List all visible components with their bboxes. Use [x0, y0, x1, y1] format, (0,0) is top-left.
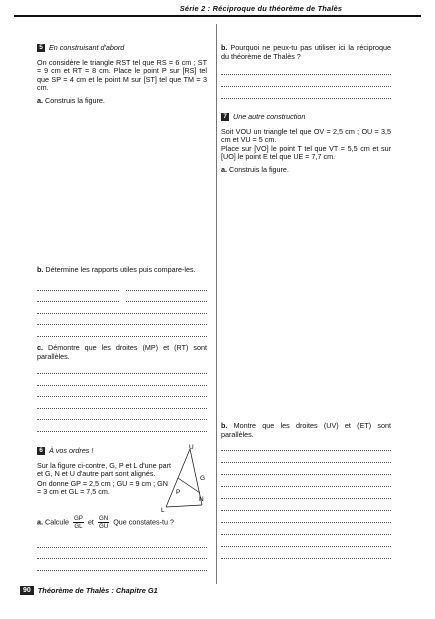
question-label: a.: [37, 95, 43, 105]
label-g: G: [200, 475, 206, 482]
exercise-number-badge: 5: [37, 44, 45, 52]
answer-line[interactable]: [221, 98, 391, 99]
exercise-7-title: [221, 113, 391, 122]
fraction-denominator: GL: [74, 523, 83, 530]
question-text: Montre que les droites (UV) et (ET) sont parallèles.: [221, 421, 391, 439]
label-p: P: [176, 489, 181, 496]
answer-line[interactable]: [37, 373, 207, 374]
exercise-5-question-c: [37, 344, 207, 361]
question-text: Démontre que les droites (MP) et (RT) sont parallèles.: [37, 343, 207, 361]
answer-line[interactable]: [221, 474, 391, 475]
segment-lu: [166, 505, 202, 507]
question-label: b.: [221, 43, 228, 52]
answer-line[interactable]: [37, 301, 119, 302]
page-footer: [20, 586, 158, 595]
question-label: a.: [37, 517, 43, 527]
exercise-title-text: Une autre construction: [233, 112, 306, 121]
answer-line[interactable]: [37, 385, 207, 386]
label-u: U: [189, 444, 194, 451]
label-n: N: [199, 496, 204, 503]
answer-line[interactable]: [37, 419, 207, 420]
exercise-7-question-b: [221, 422, 391, 439]
answer-line[interactable]: [37, 558, 207, 559]
question-label: b.: [37, 265, 44, 274]
fraction-numerator: GP: [73, 515, 83, 522]
question-label: b.: [221, 421, 228, 430]
answer-line[interactable]: [221, 486, 391, 487]
conjunction: et: [87, 517, 94, 527]
exercise-5-title: [37, 44, 207, 53]
exercise-6-figure: [160, 443, 214, 513]
answer-line[interactable]: [126, 301, 207, 302]
answer-line[interactable]: [221, 546, 391, 547]
answer-line[interactable]: [37, 408, 207, 409]
answer-line[interactable]: [126, 290, 207, 291]
answer-line[interactable]: [37, 290, 119, 291]
answer-line[interactable]: [37, 547, 207, 548]
answer-line[interactable]: [221, 558, 391, 559]
question-text: Détermine les rapports utiles puis compare-les.: [45, 265, 196, 274]
fraction-gp-gl: [73, 515, 84, 530]
exercise-6-question-a: [37, 515, 207, 530]
answer-line[interactable]: [37, 396, 207, 397]
question-text: Que constates-tu ?: [113, 517, 174, 527]
fraction-denominator: GU: [98, 523, 109, 530]
exercise-5-question-a: [37, 97, 207, 106]
exercise-5-question-b: [37, 266, 207, 275]
exercise-number-badge: 6: [37, 447, 45, 455]
question-label: c.: [37, 343, 43, 352]
header-rule: [14, 15, 421, 17]
question-text: Calcule: [45, 517, 69, 527]
fraction-gn-gu: [98, 515, 109, 530]
column-divider: [216, 24, 217, 584]
exercise-title-text: En construisant d'abord: [49, 43, 125, 52]
exercise-6: [37, 447, 173, 497]
exercise-title-text: À vos ordres !: [49, 446, 94, 455]
question-text: Construis la figure.: [45, 95, 105, 105]
answer-line[interactable]: [221, 522, 391, 523]
answer-line[interactable]: [221, 534, 391, 535]
exercise-5: [37, 44, 207, 106]
question-text: Pourquoi ne peux-tu pas utiliser ici la réciproque du théorème de Thalès ?: [221, 43, 392, 61]
header-title: Série 2 : Réciproque du théorème de Thalès: [179, 4, 343, 13]
exercise-7-statement-2: Place sur [VO] le point T tel que VT = 5,5 cm et sur [UO] le point E tel que UE = 7,7 cm.: [221, 143, 391, 162]
answer-line[interactable]: [37, 324, 207, 325]
exercise-7-statement-1: Soit VOU un triangle tel que OV = 2,5 cm ; OU = 3,5 cm et VU = 5 cm.: [221, 126, 391, 145]
answer-line[interactable]: [221, 74, 391, 75]
footer-title: Théorème de Thalès : Chapitre G1: [37, 586, 158, 595]
answer-line[interactable]: [221, 462, 391, 463]
exercise-6-given: On donne GP = 2,5 cm ; GU = 9 cm ; GN = 3 cm et GL = 7,5 cm.: [37, 478, 168, 497]
question-text: Construis la figure.: [229, 164, 289, 174]
answer-line[interactable]: [221, 510, 391, 511]
question-label: a.: [221, 164, 227, 174]
exercise-6-statement: Sur la figure ci-contre, G, P et L d'une part et G, N et U d'autre part sont alignés.: [37, 460, 172, 479]
label-l: L: [161, 507, 165, 513]
answer-line[interactable]: [37, 336, 207, 337]
answer-line[interactable]: [221, 86, 391, 87]
page-number: 90: [20, 586, 34, 595]
answer-line[interactable]: [221, 450, 391, 451]
exercise-5-question-b-right: [221, 44, 391, 61]
exercise-number-badge: 7: [221, 113, 229, 121]
fraction-numerator: GN: [98, 515, 109, 522]
exercise-6-title: [37, 447, 173, 456]
exercise-7-question-a: [221, 166, 391, 175]
exercise-7: [221, 113, 391, 175]
answer-line[interactable]: [37, 313, 207, 314]
exercise-5-statement: On considère le triangle RST tel que RS = 6 cm ; ST = 9 cm et RT = 8 cm. Place le point P sur [RS] tel que SP = 4 cm et le point M sur [ST] tel que TM = 3 cm.: [37, 57, 207, 93]
answer-line[interactable]: [221, 498, 391, 499]
answer-line[interactable]: [37, 431, 207, 432]
answer-line[interactable]: [37, 570, 207, 571]
